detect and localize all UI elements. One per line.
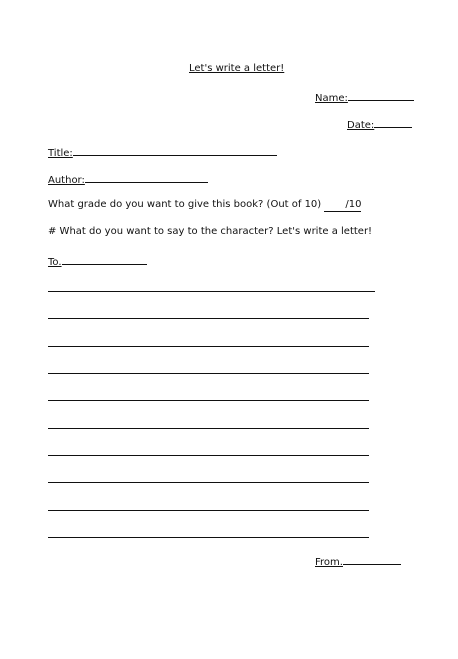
grade-row [48,199,361,212]
worksheet-title: Let's write a letter! [189,63,285,74]
to-blank[interactable] [62,254,147,265]
date-blank[interactable] [374,117,412,128]
author-row [48,172,208,187]
author-blank[interactable] [85,172,208,183]
writing-line[interactable] [48,510,369,511]
to-row [48,254,147,269]
writing-line[interactable] [48,318,369,319]
writing-line[interactable] [48,455,369,456]
grade-question: What grade do you want to give this book? (Out of 10) [48,199,322,210]
date-row [347,117,412,132]
writing-line[interactable] [48,400,369,401]
name-row [315,90,414,105]
book-title-row [48,145,277,160]
grade-score-field[interactable] [324,199,361,212]
book-title-blank[interactable] [73,145,277,156]
writing-line[interactable] [48,428,369,429]
writing-line[interactable] [48,482,369,483]
grade-suffix: /10 [345,199,362,210]
from-label: From. [315,557,343,568]
writing-line[interactable] [48,291,375,292]
author-label: Author: [48,175,85,186]
book-title-label: Title: [48,148,73,159]
to-label: To. [48,257,62,268]
from-blank[interactable] [343,554,401,565]
date-label: Date: [347,120,375,131]
writing-line[interactable] [48,537,369,538]
name-blank[interactable] [348,90,414,101]
from-row [315,554,401,569]
writing-line[interactable] [48,373,369,374]
name-label: Name: [315,93,348,104]
writing-line[interactable] [48,346,369,347]
letter-prompt: # What do you want to say to the character? Let's write a letter! [48,226,373,237]
